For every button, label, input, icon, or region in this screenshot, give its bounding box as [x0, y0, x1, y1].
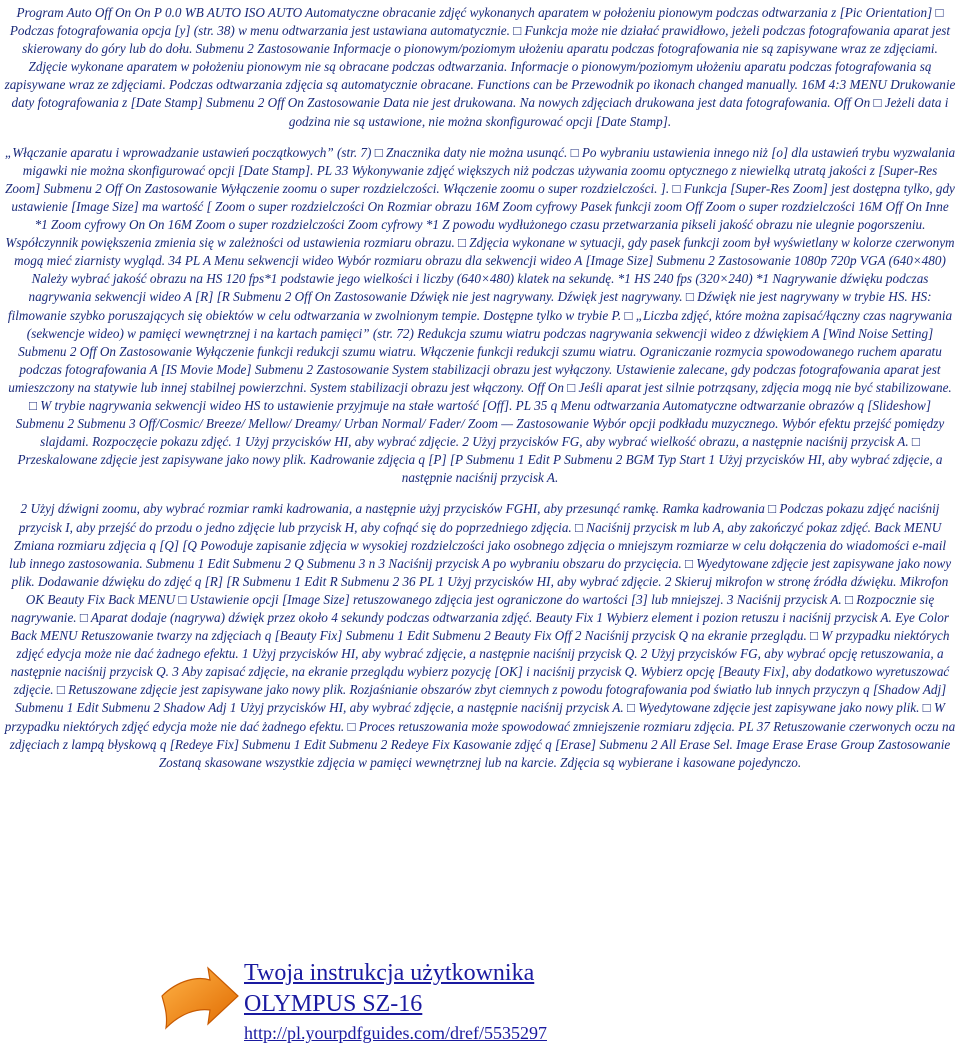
- orange-arrow-icon: [158, 966, 240, 1036]
- paragraph-gap: [4, 131, 956, 144]
- paragraph-1: Program Auto Off On On P 0.0 WB AUTO ISO AUTO Automatyczne obracanie zdjęć wykonanych aparatem w położeniu pionowym podczas odtwarzania z [Pic Orientation] □ Podczas fotografowania opcja [y] (str. 38) w menu odtwarzania jest ustawiana automatycznie. □ Funkcja może nie działać prawidłowo, jeżeli podczas fotografowania aparat jest skierowany do góry lub do dołu. Submenu 2 Zastosowanie Informacje o pionowym/poziomym ułożeniu aparatu podczas fotografowania nie są zapisywane wraz ze zdjęciami. Zdjęcie wykonane aparatem w położeniu pionowym nie są obracane podczas odtwarzania. Informacje o pionowym/poziomym ułożeniu aparatu podczas fotografowania są zapisywane wraz ze zdjęciami. Podczas odtwarzania zdjęcia są automatycznie obracane. Functions can be Przewodnik po ikonach changed manually. 16M 4:3 MENU Drukowanie daty fotografowania z [Date Stamp] Submenu 2 Off On Zastosowanie Data nie jest drukowana. Na nowych zdjęciach drukowana jest data fotografowania. Off On □ Jeżeli data i godzina nie są ustawione, nie można skonfigurować opcji [Date Stamp].: [4, 5, 959, 129]
- url-link[interactable]: http://pl.yourpdfguides.com/dref/5535297: [244, 1023, 547, 1043]
- paragraph-2: „Włączanie aparatu i wprowadzanie ustawień początkowych” (str. 7) □ Znacznika daty nie można usunąć. □ Po wybraniu ustawienia innego niż [o] dla ustawień trybu wyzwalania migawki nie można skonfigurować opcji [Date Stamp]. PL 33 Wykonywanie zdjęć większych niż podczas używania zoomu optycznego z niewielką utratą jakości z [Super-Res Zoom] Submenu 2 Off On Zastosowanie Wyłączenie zoomu o super rozdzielczości. Włączenie zoomu o super rozdzielczości. ]. □ Funkcja [Super-Res Zoom] jest dostępna tylko, gdy ustawienie [Image Size] ma wartość [ Zoom o super rozdzielczości On Rozmiar obrazu 16M Zoom cyfrowy Pasek funkcji zoom Off Zoom o super rozdzielczości 16M Off On Inne *1 Zoom cyfrowy On On 16M Zoom o super rozdzielczości Zoom cyfrowy *1 Z powodu wydłużonego czasu przetwarzania pikseli jakość obrazu nie ulegnie pogorszeniu. Współczynnik powiększenia zmienia się w zależności od ustawienia rozmiaru obrazu. □ Zdjęcia wykonane w sytuacji, gdy pasek funkcji zoom był wyświetlany w kolorze czerwonym mogą mieć ziarnisty wygląd. 34 PL A Menu sekwencji wideo Wybór rozmiaru obrazu dla sekwencji wideo A [Image Size] Submenu 2 Zastosowanie 1080p 720p VGA (640×480) Należy wybrać jakość obrazu na HS 120 fps*1 podstawie jego wielkości i liczby (640×480) klatek na sekundę. *1 HS 240 fps (320×240) *1 Nagrywanie dźwięku podczas nagrywania sekwencji wideo A [R] [R Submenu 2 Off On Zastosowanie Dźwięk nie jest nagrywany. Dźwięk jest nagrywany. □ Dźwięk nie jest nagrywany w trybie HS. HS: filmowanie szybko poruszających się obiektów w celu odtwarzania w zwolnionym tempie. Dostępne tylko w trybie P. □ „Liczba zdjęć, które można zapisać/łączny czas nagrywania (sekwencje wideo) w pamięci wewnętrznej i na kartach pamięci” (str. 72) Redukcja szumu wiatru podczas nagrywania sekwencji wideo z dźwiękiem A [Wind Noise Setting] Submenu 2 Off On Zastosowanie Wyłączenie funkcji redukcji szumu wiatru. Włączenie funkcji redukcji szumu wiatru. Ograniczanie rozmycia spowodowanego ruchem aparatu podczas fotografowania A [IS Movie Mode] Submenu 2 Zastosowanie System stabilizacji obrazu jest wyłączony. Ustawienie zalecane, gdy podczas fotografowania aparat jest umieszczony na statywie lub innej stabilnej powierzchni. System stabilizacji obrazu jest włączony. Off On □ Jeśli aparat jest silnie potrząsany, zdjęcia mogą nie być stabilizowane. □ W trybie nagrywania sekwencji wideo HS to ustawienie przyjmuje na stałe wartość [Off]. PL 35 q Menu odtwarzania Automatyczne odtwarzanie obrazów q [Slideshow] Submenu 2 Submenu 3 Off/Cosmic/ Breeze/ Mellow/ Dreamy/ Urban Normal/ Fader/ Zoom — Zastosowanie Wybór opcji podkładu muzycznego. Wybór efektu przejść pomiędzy slajdami. Rozpoczęcie pokazu zdjęć. 1 Użyj przycisków HI, aby wybrać zdjęcie. 2 Użyj przycisków FG, aby wybrać wielkość obrazu, a następnie naciśnij przycisk A. □ Przeskalowane zdjęcie jest zapisywane jako nowy plik. Kadrowanie zdjęcia q [P] [P Submenu 1 Edit P Submenu 2 BGM Typ Start 1 Użyj przycisków HI, aby wybrać zdjęcie, a następnie naciśnij przycisk A.: [4, 144, 959, 486]
- footer-links: [244, 958, 547, 1046]
- model-link[interactable]: OLYMPUS SZ-16: [244, 991, 423, 1017]
- paragraph-gap: [4, 487, 956, 500]
- footer-banner: [158, 958, 718, 1050]
- manual-title-link[interactable]: Twoja instrukcja użytkownika: [244, 960, 535, 986]
- document-body: [4, 4, 959, 772]
- paragraph-3: 2 Użyj dźwigni zoomu, aby wybrać rozmiar ramki kadrowania, a następnie użyj przycisków FGHI, aby przesunąć ramkę. Ramka kadrowania □ Podczas pokazu zdjęć naciśnij przycisk I, aby przejść do przodu o jedno zdjęcie lub przycisk H, aby cofnąć się do poprzedniego zdjęcia. □ Naciśnij przycisk m lub A, aby zakończyć pokaz zdjęć. Back MENU Zmiana rozmiaru zdjęcia q [Q] [Q Powoduje zapisanie zdjęcia w wysokiej rozdzielczości jako osobnego zdjęcia o mniejszym rozmiarze w celu dołączenia do wiadomości e-mail lub innego zastosowania. Submenu 1 Edit Submenu 2 Q Submenu 3 n 3 Naciśnij przycisk A po wybraniu obszaru do przycięcia. □ Wyedytowane zdjęcie jest zapisywane jako nowy plik. Dodawanie dźwięku do zdjęć q [R] [R Submenu 1 Edit R Submenu 2 36 PL 1 Użyj przycisków HI, aby wybrać zdjęcie. 2 Skieruj mikrofon w stronę źródła dźwięku. Mikrofon OK Beauty Fix Back MENU □ Ustawienie opcji [Image Size] retuszowanego zdjęcia jest ograniczone do wartości [3] lub mniejszej. 3 Naciśnij przycisk A. □ Rozpocznie się nagrywanie. □ Aparat dodaje (nagrywa) dźwięk przez około 4 sekundy podczas odtwarzania zdjęć. Beauty Fix 1 Wybierz element i pozion retuszu i naciśnij przycisk A. Eye Color Back MENU Retuszowanie twarzy na zdjęciach q [Beauty Fix] Submenu 1 Edit Submenu 2 Beauty Fix Off 2 Naciśnij przycisk Q na ekranie przeglądu. □ W przypadku niektórych zdjęć edycja może nie dać żadnego efektu. 1 Użyj przycisków HI, aby wybrać zdjęcie, a następnie naciśnij przycisk Q. 2 Użyj przycisków FG, aby wybrać opcję retuszowania, a następnie naciśnij przycisk Q. 3 Aby zapisać zdjęcie, na ekranie przeglądu wybierz pozycję [OK] i naciśnij przycisk Q. Wybierz opcję [Beauty Fix], aby dodatkowo wyretuszować zdjęcie. □ Retuszowane zdjęcie jest zapisywane jako nowy plik. Rozjaśnianie obszarów zbyt ciemnych z powodu fotografowania pod światło lub innych przyczyn q [Shadow Adj] Submenu 1 Edit Submenu 2 Shadow Adj 1 Użyj przycisków HI, aby wybrać zdjęcie, a następnie naciśnij przycisk A. □ Wyedytowane zdjęcie jest zapisywane jako nowy plik. □ W przypadku niektórych zdjęć edycja może nie dać żadnego efektu. □ Proces retuszowania może spowodować zmniejszenie rozmiaru zdjęcia. PL 37 Retuszowanie czerwonych oczu na zdjęciach z lampą błyskową q [Redeye Fix] Submenu 1 Edit Submenu 2 Redeye Fix Kasowanie zdjęć q [Erase] Submenu 2 All Erase Sel. Image Erase Erase Group Zastosowanie Zostaną skasowane wszystkie zdjęcia w pamięci wewnętrznej lub na karcie. Zdjęcia są wybierane i kasowane pojedynczo.: [4, 501, 959, 770]
